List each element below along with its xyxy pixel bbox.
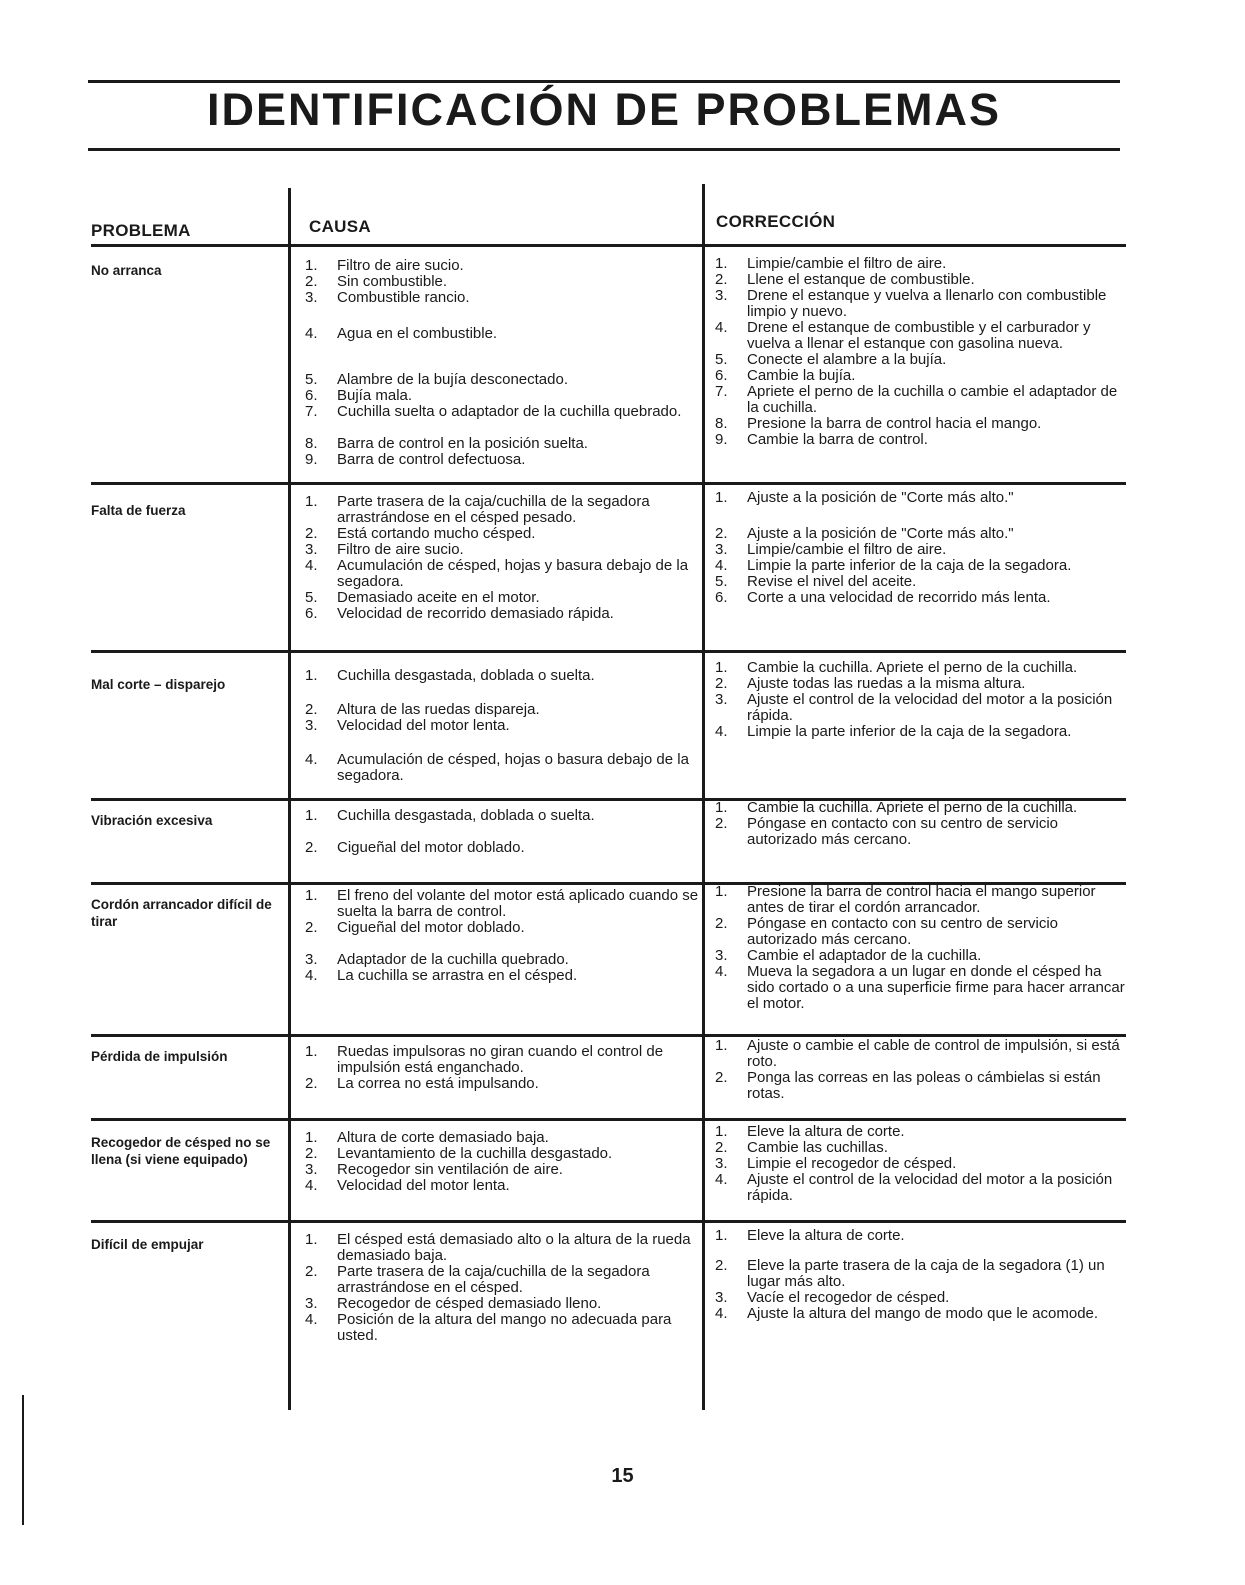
- cause-item: 2. Levantamiento de la cuchilla desgastado.: [305, 1145, 613, 1162]
- cause-item: 5. Alambre de la bujía desconectado.: [305, 371, 568, 388]
- row-separator: [91, 1118, 1126, 1121]
- cause-item: 5. Demasiado aceite en el motor.: [305, 589, 540, 606]
- correction-item: 9. Cambie la barra de control.: [715, 431, 928, 448]
- problem-label: Falta de fuerza: [91, 503, 186, 518]
- cause-item: 8. Barra de control en la posición suelta.: [305, 435, 588, 452]
- cause-item: 6. Bujía mala.: [305, 387, 413, 404]
- title-rule-bottom: [88, 148, 1120, 151]
- problem-label: Recogedor de césped no se llena (si viene equipado): [91, 1135, 271, 1167]
- header-rule: [91, 244, 1126, 247]
- title-rule-top: [88, 80, 1120, 83]
- cause-list: [305, 808, 701, 856]
- cause-item: 1. Ruedas impulsoras no giran cuando el control de impulsión está enganchado.: [305, 1043, 664, 1076]
- correction-item: 8. Presione la barra de control hacia el mango.: [715, 415, 1042, 432]
- correction-list: [715, 1038, 1125, 1102]
- correction-item: 1. Ajuste o cambie el cable de control de impulsión, si está roto.: [715, 1037, 1120, 1070]
- cause-item: 1. El freno del volante del motor está aplicado cuando se suelta la barra de control.: [305, 887, 699, 920]
- cause-list: [305, 1130, 701, 1194]
- correction-item: 3. Limpie/cambie el filtro de aire.: [715, 541, 947, 558]
- cause-list: [305, 1232, 701, 1344]
- cause-item: 9. Barra de control defectuosa.: [305, 451, 526, 468]
- cause-item: 2. Cigueñal del motor doblado.: [305, 839, 525, 856]
- cause-item: 3. Velocidad del motor lenta.: [305, 717, 510, 734]
- page-title: IDENTIFICACIÓN DE PROBLEMAS: [206, 84, 1002, 135]
- cause-list: [305, 258, 701, 468]
- correction-list: [715, 1228, 1125, 1322]
- correction-item: 5. Revise el nivel del aceite.: [715, 573, 917, 590]
- problem-label: Pérdida de impulsión: [91, 1049, 228, 1064]
- cause-list: [305, 1044, 701, 1092]
- cause-item: 3. Recogedor sin ventilación de aire.: [305, 1161, 563, 1178]
- correction-item: 1. Cambie la cuchilla. Apriete el perno de la cuchilla.: [715, 659, 1078, 676]
- cause-item: 4. Acumulación de césped, hojas y basura debajo de la segadora.: [305, 557, 689, 590]
- correction-item: 6. Corte a una velocidad de recorrido más lenta.: [715, 589, 1051, 606]
- page-number: 15: [611, 1465, 634, 1487]
- correction-item: 1. Presione la barra de control hacia el mango superior antes de tirar el cordón arrancador.: [715, 883, 1096, 916]
- correction-list: [715, 660, 1125, 740]
- correction-item: 3. Drene el estanque y vuelva a llenarlo con combustible limpio y nuevo.: [715, 287, 1107, 320]
- cause-item: 4. Acumulación de césped, hojas o basura debajo de la segadora.: [305, 751, 689, 784]
- cause-item: 4. La cuchilla se arrastra en el césped.: [305, 967, 578, 984]
- correction-item: 7. Apriete el perno de la cuchilla o cambie el adaptador de la cuchilla.: [715, 383, 1118, 416]
- correction-item: 2. Ajuste a la posición de "Corte más alto.": [715, 525, 1014, 542]
- problem-label: Cordón arrancador difícil de tirar: [91, 897, 272, 929]
- cause-list: [305, 494, 701, 622]
- scan-edge-mark: [22, 1395, 24, 1525]
- column-divider-2: [702, 184, 705, 1410]
- correction-item: 3. Cambie el adaptador de la cuchilla.: [715, 947, 982, 964]
- cause-item: 1. Cuchilla desgastada, doblada o suelta.: [305, 667, 595, 684]
- correction-item: 2. Ponga las correas en las poleas o cámbielas si están rotas.: [715, 1069, 1101, 1102]
- correction-item: 3. Ajuste el control de la velocidad del motor a la posición rápida.: [715, 691, 1113, 724]
- correction-item: 3. Limpie el recogedor de césped.: [715, 1155, 957, 1172]
- correction-item: 1. Eleve la altura de corte.: [715, 1123, 905, 1140]
- cause-item: 4. Velocidad del motor lenta.: [305, 1177, 510, 1194]
- cause-item: 2. Cigueñal del motor doblado.: [305, 919, 525, 936]
- problem-label: No arranca: [91, 263, 162, 278]
- cause-item: 2. Altura de las ruedas dispareja.: [305, 701, 540, 718]
- cause-item: 2. Parte trasera de la caja/cuchilla de la segadora arrastrándose en el césped.: [305, 1263, 650, 1296]
- cause-item: 1. El césped está demasiado alto o la altura de la rueda demasiado baja.: [305, 1231, 691, 1264]
- correction-item: 1. Cambie la cuchilla. Apriete el perno de la cuchilla.: [715, 799, 1078, 816]
- correction-item: 4. Mueva la segadora a un lugar en donde el césped ha sido cortado o a una superficie firme para hacer arrancar el motor.: [715, 963, 1125, 1012]
- correction-list: [715, 1124, 1125, 1204]
- row-separator: [91, 650, 1126, 653]
- correction-item: 4. Ajuste el control de la velocidad del motor a la posición rápida.: [715, 1171, 1113, 1204]
- cause-item: 2. Sin combustible.: [305, 273, 448, 290]
- correction-list: [715, 490, 1125, 606]
- cause-item: 6. Velocidad de recorrido demasiado rápida.: [305, 605, 614, 622]
- correction-item: 3. Vacíe el recogedor de césped.: [715, 1289, 950, 1306]
- correction-item: 2. Ajuste todas las ruedas a la misma altura.: [715, 675, 1026, 692]
- cause-item: 3. Filtro de aire sucio.: [305, 541, 464, 558]
- cause-item: 4. Agua en el combustible.: [305, 325, 498, 342]
- cause-item: 1. Cuchilla desgastada, doblada o suelta.: [305, 807, 595, 824]
- correction-item: 4. Limpie la parte inferior de la caja de la segadora.: [715, 557, 1072, 574]
- cause-item: 7. Cuchilla suelta o adaptador de la cuchilla quebrado.: [305, 403, 682, 420]
- correction-item: 2. Cambie las cuchillas.: [715, 1139, 888, 1156]
- cause-item: 4. Posición de la altura del mango no adecuada para usted.: [305, 1311, 672, 1344]
- problem-label: Mal corte – disparejo: [91, 677, 226, 692]
- correction-list: [715, 256, 1125, 448]
- cause-item: 1. Filtro de aire sucio.: [305, 257, 464, 274]
- cause-list: [305, 668, 701, 784]
- correction-item: 1. Eleve la altura de corte.: [715, 1227, 905, 1244]
- correction-item: 2. Póngase en contacto con su centro de servicio autorizado más cercano.: [715, 915, 1059, 948]
- row-separator: [91, 1220, 1126, 1223]
- cause-item: 3. Recogedor de césped demasiado lleno.: [305, 1295, 602, 1312]
- header-correccion: CORRECCIÓN: [716, 212, 836, 231]
- problem-label: Difícil de empujar: [91, 1237, 204, 1252]
- correction-item: 4. Drene el estanque de combustible y el carburador y vuelva a llenar el estanque con gasolina nueva.: [715, 319, 1091, 352]
- correction-item: 1. Limpie/cambie el filtro de aire.: [715, 255, 947, 272]
- correction-list: [715, 884, 1125, 1012]
- correction-item: 6. Cambie la bujía.: [715, 367, 856, 384]
- correction-item: 5. Conecte el alambre a la bujía.: [715, 351, 947, 368]
- correction-item: 4. Limpie la parte inferior de la caja de la segadora.: [715, 723, 1072, 740]
- correction-list: [715, 800, 1125, 848]
- cause-item: 3. Combustible rancio.: [305, 289, 470, 306]
- row-separator: [91, 482, 1126, 485]
- cause-item: 3. Adaptador de la cuchilla quebrado.: [305, 951, 569, 968]
- correction-item: 2. Llene el estanque de combustible.: [715, 271, 975, 288]
- problem-label: Vibración excesiva: [91, 813, 213, 828]
- cause-item: 2. La correa no está impulsando.: [305, 1075, 539, 1092]
- header-causa: CAUSA: [309, 217, 371, 236]
- correction-item: 2. Póngase en contacto con su centro de servicio autorizado más cercano.: [715, 815, 1059, 848]
- correction-item: 2. Eleve la parte trasera de la caja de la segadora (1) un lugar más alto.: [715, 1257, 1105, 1290]
- correction-item: 4. Ajuste la altura del mango de modo que le acomode.: [715, 1305, 1099, 1322]
- cause-item: 1. Parte trasera de la caja/cuchilla de la segadora arrastrándose en el césped pesado.: [305, 493, 650, 526]
- correction-item: 1. Ajuste a la posición de "Corte más alto.": [715, 489, 1014, 506]
- cause-item: 1. Altura de corte demasiado baja.: [305, 1129, 549, 1146]
- header-problema: PROBLEMA: [91, 221, 191, 240]
- cause-list: [305, 888, 701, 984]
- cause-item: 2. Está cortando mucho césped.: [305, 525, 536, 542]
